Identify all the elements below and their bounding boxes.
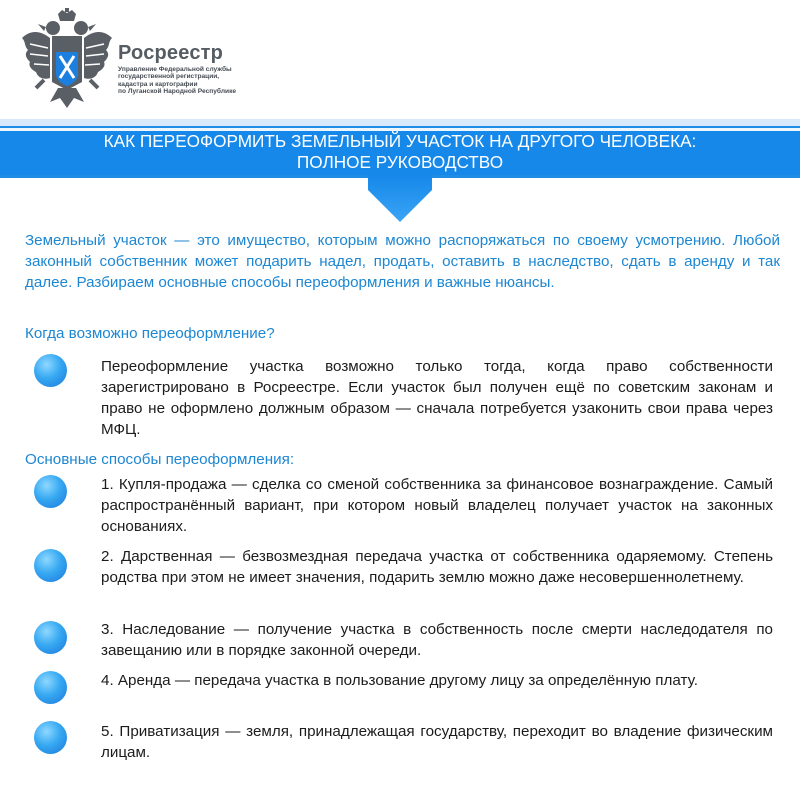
list-item-way-4: 4. Аренда — передача участка в пользование другому лицу за определённую плату. (101, 672, 698, 689)
bullet-icon (34, 549, 67, 582)
org-name: Росреестр (118, 42, 224, 64)
page-title (0, 131, 800, 173)
list-item-way-2: 2. Дарственная — безвозмездная передача участка от собственника одаряемому. Степень родства при этом не имеет значения, подарить землю можно даже несовершеннолетнему. (101, 548, 773, 586)
page-title-line: ПОЛНОЕ РУКОВОДСТВО (296, 152, 504, 172)
bullet-icon (34, 354, 67, 387)
intro-paragraph: Земельный участок — это имущество, которым можно распоряжаться по своему усмотрению. Любой законный собственник может подарить надел, продать, оставить в наследство, сдать в аренду и так далее. Разбираем основные способы переоформления и важные нюансы. (25, 232, 780, 291)
bullet-icon (34, 671, 67, 704)
org-subtitle-line: по Луганской Народной Республике (118, 88, 237, 96)
list-item-way-1: 1. Купля-продажа — сделка со сменой собственника за финансовое вознаграждение. Самый распространённый вариант, при котором новый владелец получает участок на законных основаниях. (101, 476, 773, 535)
list-item-way-3: 3. Наследование — получение участка в собственность после смерти наследодателя по завещанию или в порядке законной очереди. (101, 621, 773, 659)
org-subtitle-line: государственной регистрации, (118, 73, 220, 81)
list-item-way-5: 5. Приватизация — земля, принадлежащая государству, переходит во владение физическим лицам. (101, 723, 773, 761)
section-heading-ways: Основные способы переоформления: (25, 451, 295, 468)
bullet-icon (34, 475, 67, 508)
bullet-icon (34, 721, 67, 754)
when-paragraph: Переоформление участка возможно только тогда, когда право собственности зарегистрировано в Росреестре. Если участок был получен ещё по советским законам и право не оформлено должным образом — сначала потребуется узаконить свои права через МФЦ. (101, 358, 773, 438)
section-heading-when: Когда возможно переоформление? (25, 325, 275, 342)
org-subtitle-line: кадастра и картографии (118, 80, 198, 88)
page-title-line: КАК ПЕРЕОФОРМИТЬ ЗЕМЕЛЬНЫЙ УЧАСТОК НА ДРУГОГО ЧЕЛОВЕКА: (103, 131, 697, 151)
bullet-icon (34, 621, 67, 654)
down-arrow-pointer-icon (0, 0, 800, 230)
org-subtitle-line: Управление Федеральной службы (118, 66, 232, 73)
